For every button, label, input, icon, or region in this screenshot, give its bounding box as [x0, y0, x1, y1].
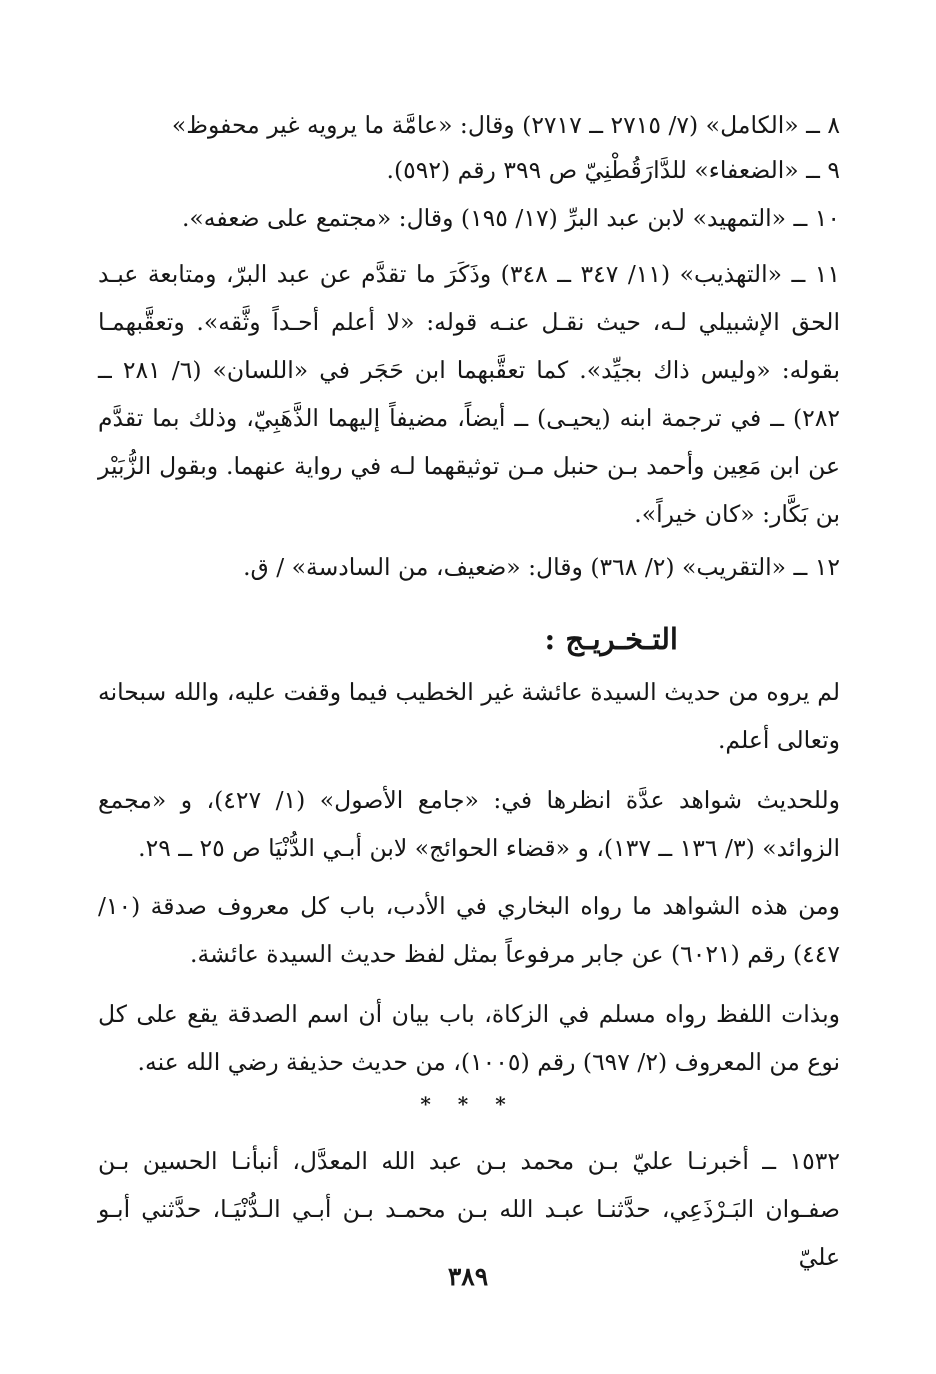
footnote-entry-11: ١١ ــ «التهذيب» (١١/ ٣٤٧ ــ ٣٤٨) وذَكَرَ ما تقدَّم عن عبد البرّ، ومتابعة عبـد الحق الإشبيلي لـه، حيث نقـل عنـه قوله: «لا أعلم أحـداً وثَّقه». وتعقَّبهمـا بقوله: «وليس ذاك بجيِّد». كما تعقَّبهما ابن حَجَر في «اللسان» (٦/ ٢٨١ ــ ٢٨٢) ــ في ترجمة ابنه (يحيـى) ــ أيضاً، مضيفاً إليهما الذَّهَبِيّ، وذلك بما تقدَّم عن ابن مَعِين وأحمد بـن حنبل مـن توثيقهما لـه في رواية عنهما. وبقول الزُّبَيْر بن بَكَّار: «كان خيراً». [98, 260, 840, 528]
takhrij-paragraph-2: وللحديث شواهد عدَّة انظرها في: «جامع الأصول» (١/ ٤٢٧)، و «مجمع الزوائد» (٣/ ١٣٦ ــ ١٣٧)، و «قضاء الحوائج» لابن أبـي الدُّنْيَا ص ٢٥ ــ ٢٩. [98, 786, 840, 862]
takhrij-paragraph-3: ومن هذه الشواهد ما رواه البخاري في الأدب، باب كل معروف صدقة (١٠/ ٤٤٧) رقم (٦٠٢١) عن جابر مرفوعاً بمثل لفظ حديث السيدة عائشة. [98, 892, 840, 968]
footnote-entry-9: ٩ ــ «الضعفاء» للدَّارَقُطْنِيّ ص ٣٩٩ رقم (٥٩٢). [386, 156, 840, 184]
footnote-entry-8: ٨ ــ «الكامل» (٧/ ٢٧١٥ ــ ٢٧١٧) وقال: «عامَّة ما يرويه غير محفوظ» [171, 111, 840, 139]
takhrij-heading: التـخـريـج : [544, 622, 678, 656]
hadith-1532-text: ١٥٣٢ ــ أخبرنـا عليّ بـن محمد بـن عبد الله المعدَّل، أنبأنـا الحسين بـن صفـوان البَـرْذَعِي، حدَّثنـا عبـد الله بـن محمـد بـن أبـي الـدُّنْيَـا، حدَّثني أبـو عليّ [98, 1147, 840, 1271]
takhrij-paragraph-4: وبذات اللفظ رواه مسلم في الزكاة، باب بيان أن اسم الصدقة يقع على كل نوع من المعروف (٢/ ٦٩٧) رقم (١٠٠٥)، من حديث حذيفة رضي الله عنه. [98, 1000, 840, 1076]
takhrij-paragraph-1: لم يروه من حديث السيدة عائشة غير الخطيب فيما وقفت عليه، والله سبحانه وتعالى أعلم. [98, 678, 840, 754]
footnote-entry-12: ١٢ ــ «التقريب» (٢/ ٣٦٨) وقال: «ضعيف، من السادسة» / ق. [243, 553, 840, 581]
page-number: ٣٨٩ [447, 1262, 489, 1291]
footnote-entry-10: ١٠ ــ «التمهيد» لابن عبد البرِّ (١٧/ ١٩٥) وقال: «مجتمع على ضعفه». [181, 204, 840, 232]
section-separator: * * * [420, 1092, 516, 1116]
